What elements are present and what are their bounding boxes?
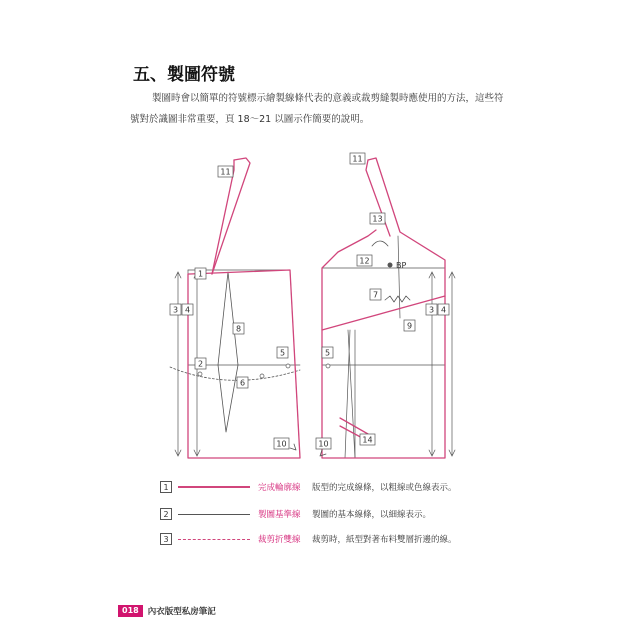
label-box bbox=[277, 347, 288, 358]
svg-text:6: 6 bbox=[239, 378, 246, 388]
label-box bbox=[316, 438, 331, 449]
svg-text:3: 3 bbox=[172, 305, 179, 315]
bp-label: BP bbox=[396, 261, 407, 270]
label-box bbox=[274, 438, 289, 449]
legend-row bbox=[160, 480, 457, 494]
legend-row bbox=[160, 507, 431, 521]
legend-number: 2 bbox=[160, 508, 172, 520]
label-box bbox=[218, 166, 233, 177]
svg-text:2: 2 bbox=[197, 359, 204, 369]
svg-text:3: 3 bbox=[428, 305, 435, 315]
legend-number: 3 bbox=[160, 533, 172, 545]
svg-text:4: 4 bbox=[184, 305, 191, 315]
svg-text:11: 11 bbox=[220, 167, 231, 177]
label-box bbox=[170, 304, 181, 315]
section-title: 五、製圖符號 bbox=[133, 65, 235, 85]
label-box bbox=[370, 213, 385, 224]
svg-text:13: 13 bbox=[372, 214, 383, 224]
legend-number: 1 bbox=[160, 481, 172, 493]
legend-name: 製圖基準線 bbox=[258, 510, 301, 520]
svg-text:12: 12 bbox=[359, 256, 370, 266]
legend-name: 裁剪折雙線 bbox=[258, 535, 301, 545]
svg-text:4: 4 bbox=[440, 305, 447, 315]
legend-line-sample bbox=[178, 539, 250, 540]
svg-text:5: 5 bbox=[324, 348, 331, 358]
legend-description: 裁剪時，紙型對著布料雙層折邊的線。 bbox=[312, 535, 457, 545]
label-box bbox=[404, 320, 415, 331]
svg-text:14: 14 bbox=[362, 435, 373, 445]
legend-line-sample bbox=[178, 514, 250, 515]
book-title: 內衣版型私房筆記 bbox=[147, 607, 216, 617]
legend-name: 完成輪廓線 bbox=[258, 483, 301, 493]
svg-text:10: 10 bbox=[318, 439, 329, 449]
label-box bbox=[370, 289, 381, 300]
legend-description: 製圖的基本線條，以細線表示。 bbox=[312, 510, 432, 520]
label-box bbox=[182, 304, 193, 315]
legend-row bbox=[160, 532, 457, 546]
label-box bbox=[237, 377, 248, 388]
label-box bbox=[233, 323, 244, 334]
legend-line-sample bbox=[178, 486, 250, 488]
svg-text:8: 8 bbox=[235, 324, 242, 334]
page-number: 018 bbox=[118, 605, 143, 617]
label-box bbox=[350, 153, 365, 164]
figure-labels bbox=[170, 153, 449, 449]
svg-text:11: 11 bbox=[352, 154, 363, 164]
label-box bbox=[360, 434, 375, 445]
svg-text:5: 5 bbox=[279, 348, 286, 358]
label-box bbox=[195, 358, 206, 369]
front-base-lines bbox=[322, 236, 452, 458]
label-box bbox=[195, 268, 206, 279]
svg-text:1: 1 bbox=[197, 269, 204, 279]
back-hip-curve bbox=[170, 367, 300, 380]
label-box bbox=[438, 304, 449, 315]
svg-text:7: 7 bbox=[372, 290, 379, 300]
label-box bbox=[426, 304, 437, 315]
back-dart bbox=[218, 272, 238, 432]
label-box bbox=[322, 347, 333, 358]
intro-paragraph: 製圖時會以簡單的符號標示繪製線條代表的意義或裁剪縫製時應使用的方法，這些符號對於識圖非常重要，頁 18～21 以圖示作簡要的說明。 bbox=[130, 93, 504, 125]
svg-text:10: 10 bbox=[276, 439, 287, 449]
legend-description: 版型的完成線條，以粗線或色線表示。 bbox=[312, 483, 457, 493]
back-outline bbox=[188, 158, 300, 458]
page-footer bbox=[118, 605, 216, 617]
label-box bbox=[357, 255, 372, 266]
svg-text:9: 9 bbox=[406, 321, 413, 331]
